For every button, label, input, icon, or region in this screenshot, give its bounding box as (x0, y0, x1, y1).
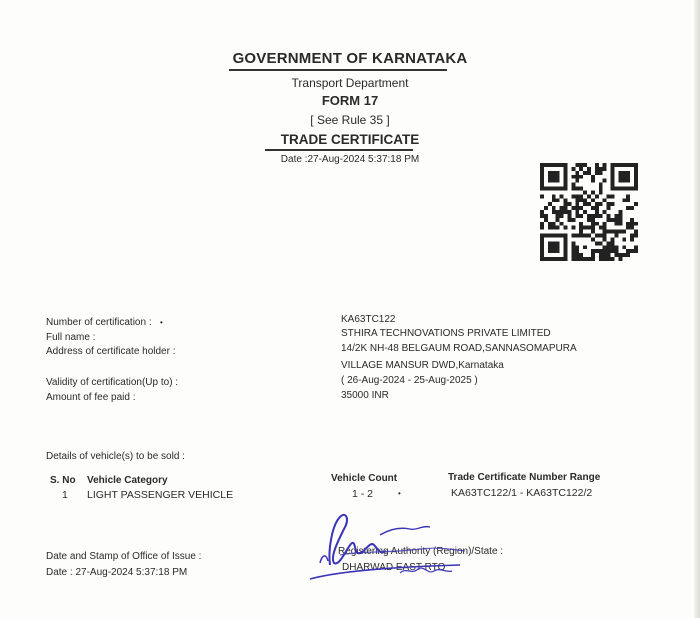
full-name-label: Full name : (46, 332, 96, 343)
form-number: FORM 17 (321, 93, 379, 108)
vehicle-count-header: Vehicle Count (331, 473, 398, 484)
certification-number-label: Number of certification : (46, 317, 152, 328)
address-line-1: 14/2K NH-48 BELGAUM ROAD,SANNASOMAPURA (341, 343, 577, 354)
fee-value: 35000 INR (341, 390, 389, 401)
vehicle-row-category: LIGHT PASSENGER VEHICLE (87, 489, 234, 501)
department-name: Transport Department (291, 76, 409, 90)
certificate-title-underline (265, 149, 413, 151)
validity-value: ( 26-Aug-2024 - 25-Aug-2025 ) (341, 375, 478, 386)
registering-authority-label: Registering Authority (Region)/State : (338, 546, 504, 557)
stray-mark: • (398, 489, 401, 498)
certificate-title: TRADE CERTIFICATE (280, 132, 420, 147)
certification-number-value: KA63TC122 (341, 314, 396, 325)
address-label: Address of certificate holder : (46, 346, 176, 357)
full-name-value: STHIRA TECHNOVATIONS PRIVATE LIMITED (341, 328, 551, 339)
vehicle-row-sno: 1 (62, 489, 68, 501)
stamp-label: Date and Stamp of Office of Issue : (46, 551, 202, 562)
validity-label: Validity of certification(Up to) : (46, 377, 179, 388)
fee-label: Amount of fee paid : (46, 392, 136, 403)
government-heading: GOVERNMENT OF KARNATAKA (232, 50, 468, 67)
footer-date: Date : 27-Aug-2024 5:37:18 PM (46, 567, 188, 578)
vehicle-category-header: Vehicle Category (87, 475, 168, 486)
address-line-2: VILLAGE MANSUR DWD,Karnataka (341, 360, 504, 371)
vehicle-row-range: KA63TC122/1 - KA63TC122/2 (451, 487, 593, 499)
authority-office: DHARWAD EAST RTO (342, 562, 446, 573)
rule-reference: [ See Rule 35 ] (310, 113, 390, 127)
number-range-header: Trade Certificate Number Range (448, 472, 601, 483)
signature-image (300, 505, 480, 587)
qr-code (540, 163, 638, 261)
vehicle-row-count: 1 - 2 (352, 488, 374, 500)
issue-date-header: Date :27-Aug-2024 5:37:18 PM (280, 154, 420, 165)
sno-header: S. No (50, 475, 76, 486)
government-heading-underline (229, 69, 447, 71)
stray-mark: • (160, 318, 163, 327)
vehicles-section-label: Details of vehicle(s) to be sold : (46, 451, 185, 462)
